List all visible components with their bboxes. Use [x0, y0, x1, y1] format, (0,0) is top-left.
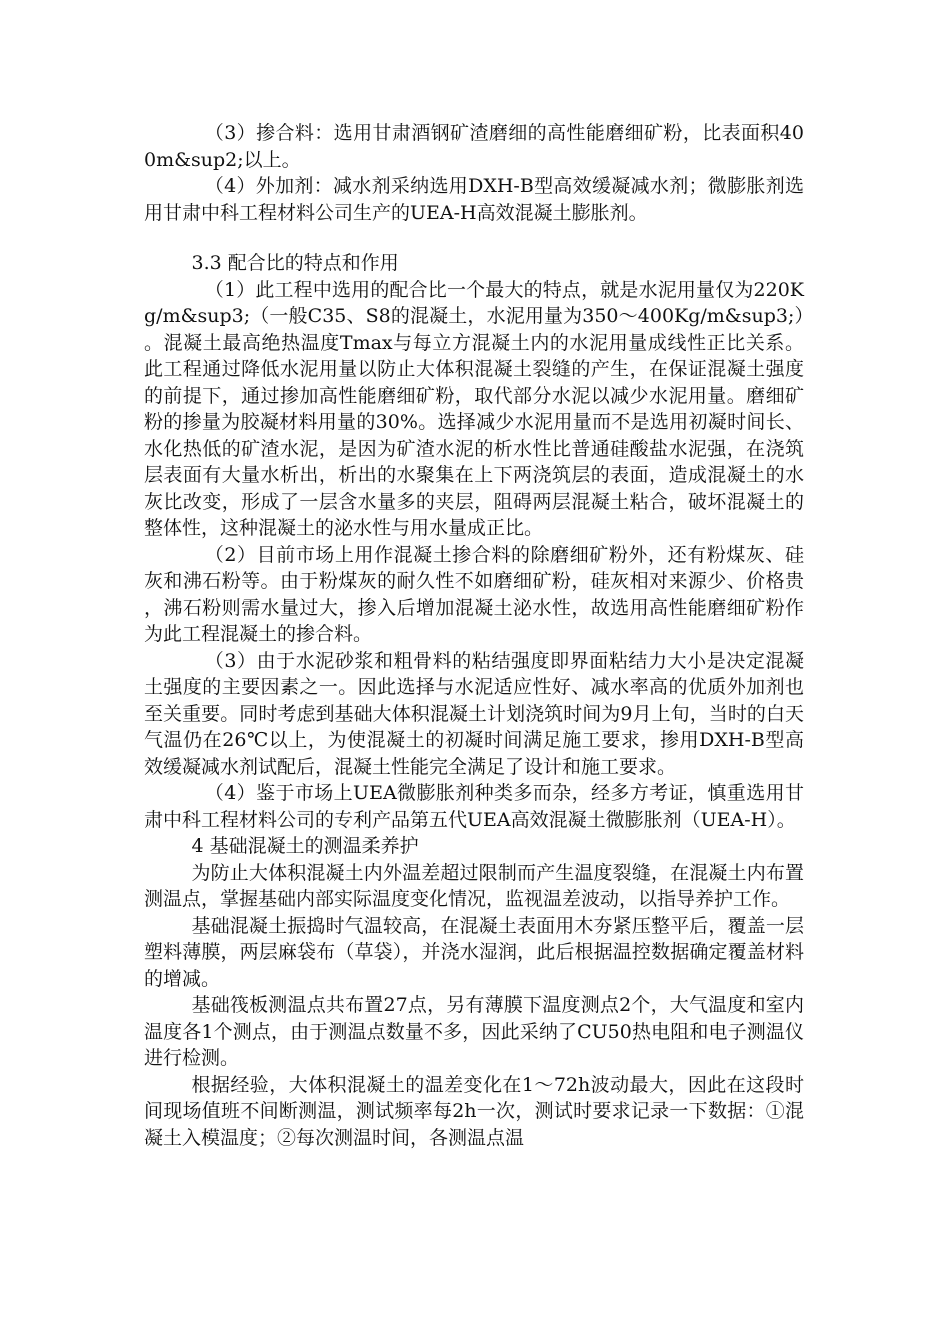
- document-body: [144, 120, 804, 1151]
- paragraph-mix-feature-2: （2）目前市场上用作混凝土掺合料的除磨细矿粉外，还有粉煤灰、硅灰和沸石粉等。由于粉煤灰的耐久性不如磨细矿粉，硅灰相对来源少、价格贵，沸石粉则需水量过大，掺入后增加混凝土泌水性，故选用高性能磨细矿粉作为此工程混凝土的掺合料。: [144, 543, 804, 645]
- section-heading-4: 4 基础混凝土的测温柔养护: [191, 835, 419, 857]
- paragraph-temperature-monitoring: 为防止大体积混凝土内外温差超过限制而产生温度裂缝，在混凝土内布置测温点，掌握基础内部实际温度变化情况，监视温差波动，以指导养护工作。: [144, 861, 804, 910]
- paragraph-mix-feature-3: （3）由于水泥砂浆和粗骨料的粘结强度即界面粘结力大小是决定混凝土强度的主要因素之一。因此选择与水泥适应性好、减水率高的优质外加剂也至关重要。同时考虑到基础大体积混凝土计划浇筑时间为9月上旬，当时的白天气温仍在26℃以上，为使混凝土的初凝时间满足施工要求，掺用DXH-B型高效缓凝减水剂试配后，混凝土性能完全满足了设计和施工要求。: [144, 649, 804, 778]
- paragraph-measuring-frequency: 根据经验，大体积混凝土的温差变化在1～72h波动最大，因此在这段时间现场值班不间断测温，测试频率每2h一次，测试时要求记录一下数据：①混凝土入模温度；②每次测温时间，各测温点温: [144, 1073, 804, 1149]
- paragraph-admixture: （3）掺合料：选用甘肃酒钢矿渣磨细的高性能磨细矿粉，比表面积400m&sup2;以上。: [144, 122, 804, 171]
- paragraph-additive: （4）外加剂：减水剂采纳选用DXH-B型高效缓凝减水剂；微膨胀剂选用甘肃中科工程材料公司生产的UEA-H高效混凝土膨胀剂。: [144, 175, 804, 224]
- paragraph-gap: [144, 226, 804, 250]
- paragraph-mix-feature-1: （1）此工程中选用的配合比一个最大的特点，就是水泥用量仅为220Kg/m&sup3;（一般C35、S8的混凝土，水泥用量为350～400Kg/m&sup3;）。混凝土最高绝热温度Tmax与每立方混凝土内的水泥用量成线性正比关系。此工程通过降低水泥用量以防止大体积混凝土裂缝的产生，在保证混凝土强度的前提下，通过掺加高性能磨细矿粉，取代部分水泥以减少水泥用量。磨细矿粉的掺量为胶凝材料用量的30%。选择减少水泥用量而不是选用初凝时间长、水化热低的矿渣水泥，是因为矿渣水泥的析水性比普通硅酸盐水泥强，在浇筑层表面有大量水析出，析出的水聚集在上下两浇筑层的表面，造成混凝土的水灰比改变，形成了一层含水量多的夹层，阻碍两层混凝土粘合，破坏混凝土的整体性，这种混凝土的泌水性与用水量成正比。: [144, 278, 804, 539]
- paragraph-mix-feature-4: （4）鉴于市场上UEA微膨胀剂种类多而杂，经多方考证，慎重选用甘肃中科工程材料公司的专利产品第五代UEA高效混凝土微膨胀剂（UEA-H）。: [144, 782, 804, 831]
- section-heading-3-3: 3.3 配合比的特点和作用: [191, 252, 399, 274]
- paragraph-measuring-points: 基础筏板测温点共布置27点，另有薄膜下温度测点2个，大气温度和室内温度各1个测点，由于测温点数量不多，因此采纳了CU50热电阻和电子测温仪进行检测。: [144, 994, 804, 1069]
- paragraph-curing-cover: 基础混凝土振捣时气温较高，在混凝土表面用木夯紧压整平后，覆盖一层塑料薄膜，两层麻袋布（草袋），并浇水湿润，此后根据温控数据确定覆盖材料的增减。: [144, 914, 804, 990]
